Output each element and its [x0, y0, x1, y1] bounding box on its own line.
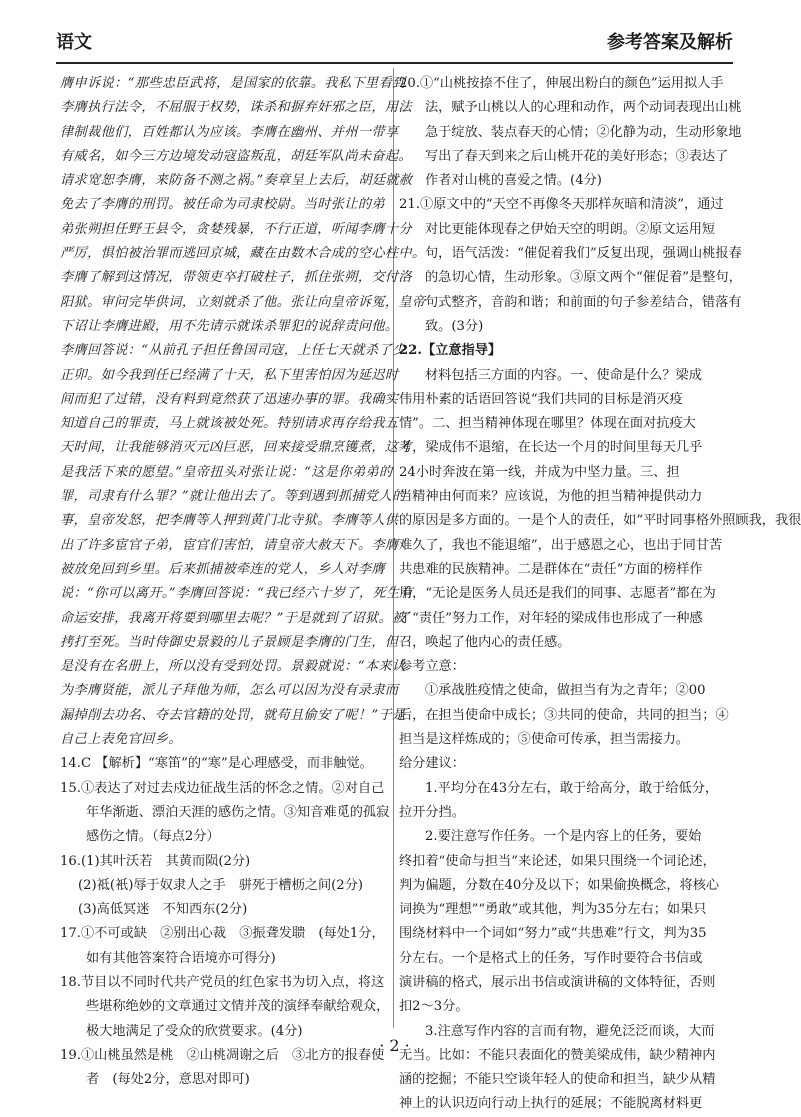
answer-line: 者 (每处2分，意思对即可): [86, 1072, 250, 1088]
page-header: [56, 14, 733, 64]
translation-line: 弟张朔担任野王县令，贪婪残暴，不行正道，听闻李膺十分: [60, 221, 412, 237]
translation-line: 有威名，如今三方边境发动寇盗叛乱，胡廷军队尚未奋起。: [60, 148, 412, 164]
answer-line: 22.【立意指导】: [399, 343, 502, 359]
answer-line: 16.(1)其叶沃若 其黄而陨(2分): [60, 853, 251, 869]
answer-line: 急于绽放、装点春天的心情；②化静为动，生动形象地: [425, 124, 742, 140]
answer-line: 法，赋予山桃以人的心理和动作，两个动词表现出山桃: [425, 100, 742, 116]
translation-line: 间而犯了过错，没有料到竟然获了迅速办事的罪。我确实: [60, 391, 399, 407]
left-column: [60, 72, 426, 1092]
answer-line: 了“责任”努力工作，对年轻的梁成伟也形成了一种感: [399, 610, 703, 626]
answer-line: 对比更能体现春之伊始天空的明朗。②原文运用短: [425, 221, 716, 237]
answer-line: (3)高低冥迷 不知西东(2分): [78, 902, 248, 918]
answer-line: 拉开分挡。: [399, 804, 465, 820]
translation-line: 下诏让李膺进殿，用不先请示就诛杀罪犯的说辞责问他。: [60, 318, 399, 334]
answer-line: 2.要注意写作任务。一个是内容上的任务，要始: [425, 829, 702, 845]
answer-line: 扣2～3分。: [399, 999, 469, 1015]
translation-line: 漏掉削去功名、夺去官籍的处罚，就苟且偷安了呢！”于是: [60, 707, 406, 723]
answer-line: 后，在担当使命中成长；③共同的使命，共同的担当；④: [399, 707, 729, 723]
answer-line: 如有其他答案符合语境亦可得分): [86, 950, 276, 966]
translation-line: 出了许多宦官子弟，宦官们害怕，请皇帝大赦天下。李膺: [60, 537, 399, 553]
answer-line: ①承战胜疫情之使命，做担当有为之青年；②00: [425, 683, 706, 699]
answer-line: 24小时奔波在第一线，并成为中坚力量。三、担: [399, 464, 680, 480]
answer-line: 共患难的民族精神。二是群体在“责任”方面的榜样作: [399, 561, 703, 577]
answer-line: 些堪称绝妙的文章通过文情并茂的演绎奉献给观众，: [86, 999, 390, 1015]
section-title: 参考答案及解析: [607, 32, 733, 53]
answer-line: 神上的认识迈向行动上执行的延展；不能脱离材料更: [399, 1096, 703, 1112]
translation-passage: [60, 72, 426, 752]
answer-line: 14.C 【解析】“寒笛”的“寒”是心理感受，而非触觉。: [60, 756, 373, 772]
translation-line: 阳狱。审问完毕供词，立刻就杀了他。张让向皇帝诉冤，皇帝: [60, 294, 426, 310]
translation-line: 为李膺贤能，派儿子拜他为师，怎么可以因为没有录隶而: [60, 683, 399, 699]
right-column: [399, 72, 801, 1117]
answer-line: 伟用朴素的话语回答说“我们共同的目标是消灭疫: [399, 391, 683, 407]
answer-line: 17.①不可或缺 ②别出心裁 ③振聋发聩 (每处1分，: [60, 926, 385, 942]
page-number: · 2 ·: [379, 1036, 410, 1055]
translation-line: 严厉，惧怕被治罪而逃回京城，藏在由数木合成的空心柱中。: [60, 246, 426, 262]
translation-line: 事，皇帝发怒，把李膺等人押到黄门北寺狱。李膺等人供: [60, 513, 399, 529]
answer-line: 句式整齐，音韵和谐；和前面的句子参差结合，错落有: [425, 294, 742, 310]
translation-line: 李膺回答说：“从前孔子担任鲁国司寇，上任七天就杀了少: [60, 343, 406, 359]
answer-line: 15.①表达了对过去戍边征战生活的怀念之情。②对自己: [60, 780, 385, 796]
answer-line: 无当。比如：不能只表面化的赞美梁成伟，缺少精神内: [399, 1047, 716, 1063]
answer-line: 20.①“山桃按捺不住了，伸展出粉白的颜色”运用拟人手: [399, 76, 724, 91]
translation-line: 说：“你可以离开。”李膺回答说：“我已经六十岁了，死生有: [60, 586, 414, 602]
translation-line: 自己上表免官回乡。: [60, 732, 182, 748]
answer-line: 的急切心情，生动形象。③原文两个“催促着”是整句，: [425, 270, 742, 286]
answer-line: 18.节目以不同时代共产党员的红色家书为切入点，将这: [60, 974, 385, 990]
answer-line: 年华渐逝、漂泊天涯的感伤之情。③知音难觅的孤寂: [86, 804, 390, 820]
answer-line: 作者对山桃的喜爱之情。(4分): [425, 173, 602, 189]
answer-line: 的原因是多方面的。一是个人的责任，如“平时同事格外照顾我，我很: [399, 513, 801, 529]
translation-line: 拷打至死。当时侍御史景毅的儿子景顾是李膺的门生，但: [60, 634, 399, 650]
answer-line: 句，语气活泼：“催促着我们”反复出现，强调山桃报春: [425, 246, 742, 262]
translation-line: 知道自己的罪责，马上就该被处死。特别请求再存给我五: [60, 416, 399, 432]
answer-line: 当精神由何而来？应该说，为他的担当精神提供动力: [399, 489, 703, 505]
answer-line: 涵的挖掘；不能只空谈年轻人的使命和担当，缺少从精: [399, 1072, 716, 1088]
answer-line: 21.①原文中的“天空不再像冬天那样灰暗和清淡”，通过: [399, 197, 724, 213]
answer-line: 给分建议：: [399, 756, 465, 772]
translation-line: 罪，司隶有什么罪？”就让他出去了。等到遇到抓捕党人的: [60, 489, 406, 505]
translation-line: 请求宽恕李膺，来防备不测之祸。”奏章呈上去后，胡廷就赦: [60, 173, 413, 189]
answer-line: 词换为“理想”“勇敢”或其他，判为35分左右；如果只: [399, 902, 707, 918]
translation-line: 天时间，让我能够消灭元凶巨恶，回来接受鼎烹镬煮，这才: [60, 440, 412, 456]
answer-line: 演讲稿的格式，展示出书信或演讲稿的文体特征，否则: [399, 974, 716, 990]
translation-line: 被放免回到乡里。后来抓捕被牵连的党人，乡人对李膺: [60, 561, 385, 577]
translation-line: 律制裁他们，百姓都认为应该。李膺在幽州、并州一带享: [60, 124, 399, 140]
translation-line: 命运安排，我离开将要到哪里去呢？”于是就到了诏狱。被: [60, 610, 406, 626]
translation-line: 是我活下来的愿望。”皇帝扭头对张让说：“这是你弟弟的: [60, 464, 393, 480]
subject-label: 语文: [56, 32, 92, 53]
answer-line: 材料包括三方面的内容。一、使命是什么？梁成: [425, 367, 702, 383]
translation-line: 是没有在名册上，所以没有受到处罚。景毅就说：“本来认: [60, 659, 406, 675]
answer-line: 19.①山桃虽然是桃 ②山桃凋谢之后 ③北方的报春使: [60, 1047, 385, 1063]
answer-line: 用，“无论是医务人员还是我们的同事、志愿者”都在为: [399, 586, 716, 602]
translation-line: 正卯。如今我到任已经满了十天，私下里害怕因为延迟时: [60, 367, 399, 383]
answer-line: 3.注意写作内容的言而有物，避免泛泛而谈，大而: [425, 1023, 715, 1039]
answer-line: 判为偏题，分数在40分及以下；如果偷换概念，将核心: [399, 877, 720, 893]
answer-line: 致。(3分): [425, 318, 484, 334]
answer-line: (2)祗(衹)辱于奴隶人之手 骈死于槽枥之间(2分): [78, 877, 364, 893]
translation-line: 膺申诉说：“那些忠臣武将，是国家的依靠。我私下里看到: [60, 76, 406, 91]
answer-line: 考，梁成伟不退缩，在长达一个月的时间里每天几乎: [399, 440, 703, 456]
answer-line: 极大地满足了受众的欣赏要求。(4分): [86, 1023, 303, 1039]
answer-line: 写出了春天到来之后山桃开花的美好形态；③表达了: [425, 148, 729, 164]
answer-line: 参考立意：: [399, 659, 465, 675]
answer-line: 终扣着“使命与担当”来论述，如果只围绕一个词论述，: [399, 853, 716, 869]
answer-line: 难久了，我也不能退缩”，出于感恩之心，也出于同甘苦: [399, 537, 723, 553]
translation-line: 免去了李膺的刑罚。被任命为司隶校尉。当时张让的弟: [60, 197, 385, 213]
answer-line: 感伤之情。（每点2分）: [86, 829, 220, 845]
answer-line: 情”。二、担当精神体现在哪里？体现在面对抗疫大: [399, 416, 696, 432]
answer-line: 担当是这样炼成的；⑤使命可传承，担当需接力。: [399, 732, 690, 748]
answer-line: 召，唤起了他内心的责任感。: [399, 634, 571, 650]
translation-line: 李膺了解到这情况，带领吏卒打破柱子，抓住张朔，交付洛: [60, 270, 412, 286]
translation-line: 李膺执行法令，不屈服于权势，诛杀和摒弃奸邪之臣，用法: [60, 100, 412, 116]
answer-line: 1.平均分在43分左右，敢于给高分，敢于给低分，: [425, 780, 719, 796]
answer-line: 分左右。一个是格式上的任务，写作时要符合书信或: [399, 950, 703, 966]
answer-line: 围绕材料中一个词如“努力”或“共患难”行文，判为35: [399, 926, 707, 942]
